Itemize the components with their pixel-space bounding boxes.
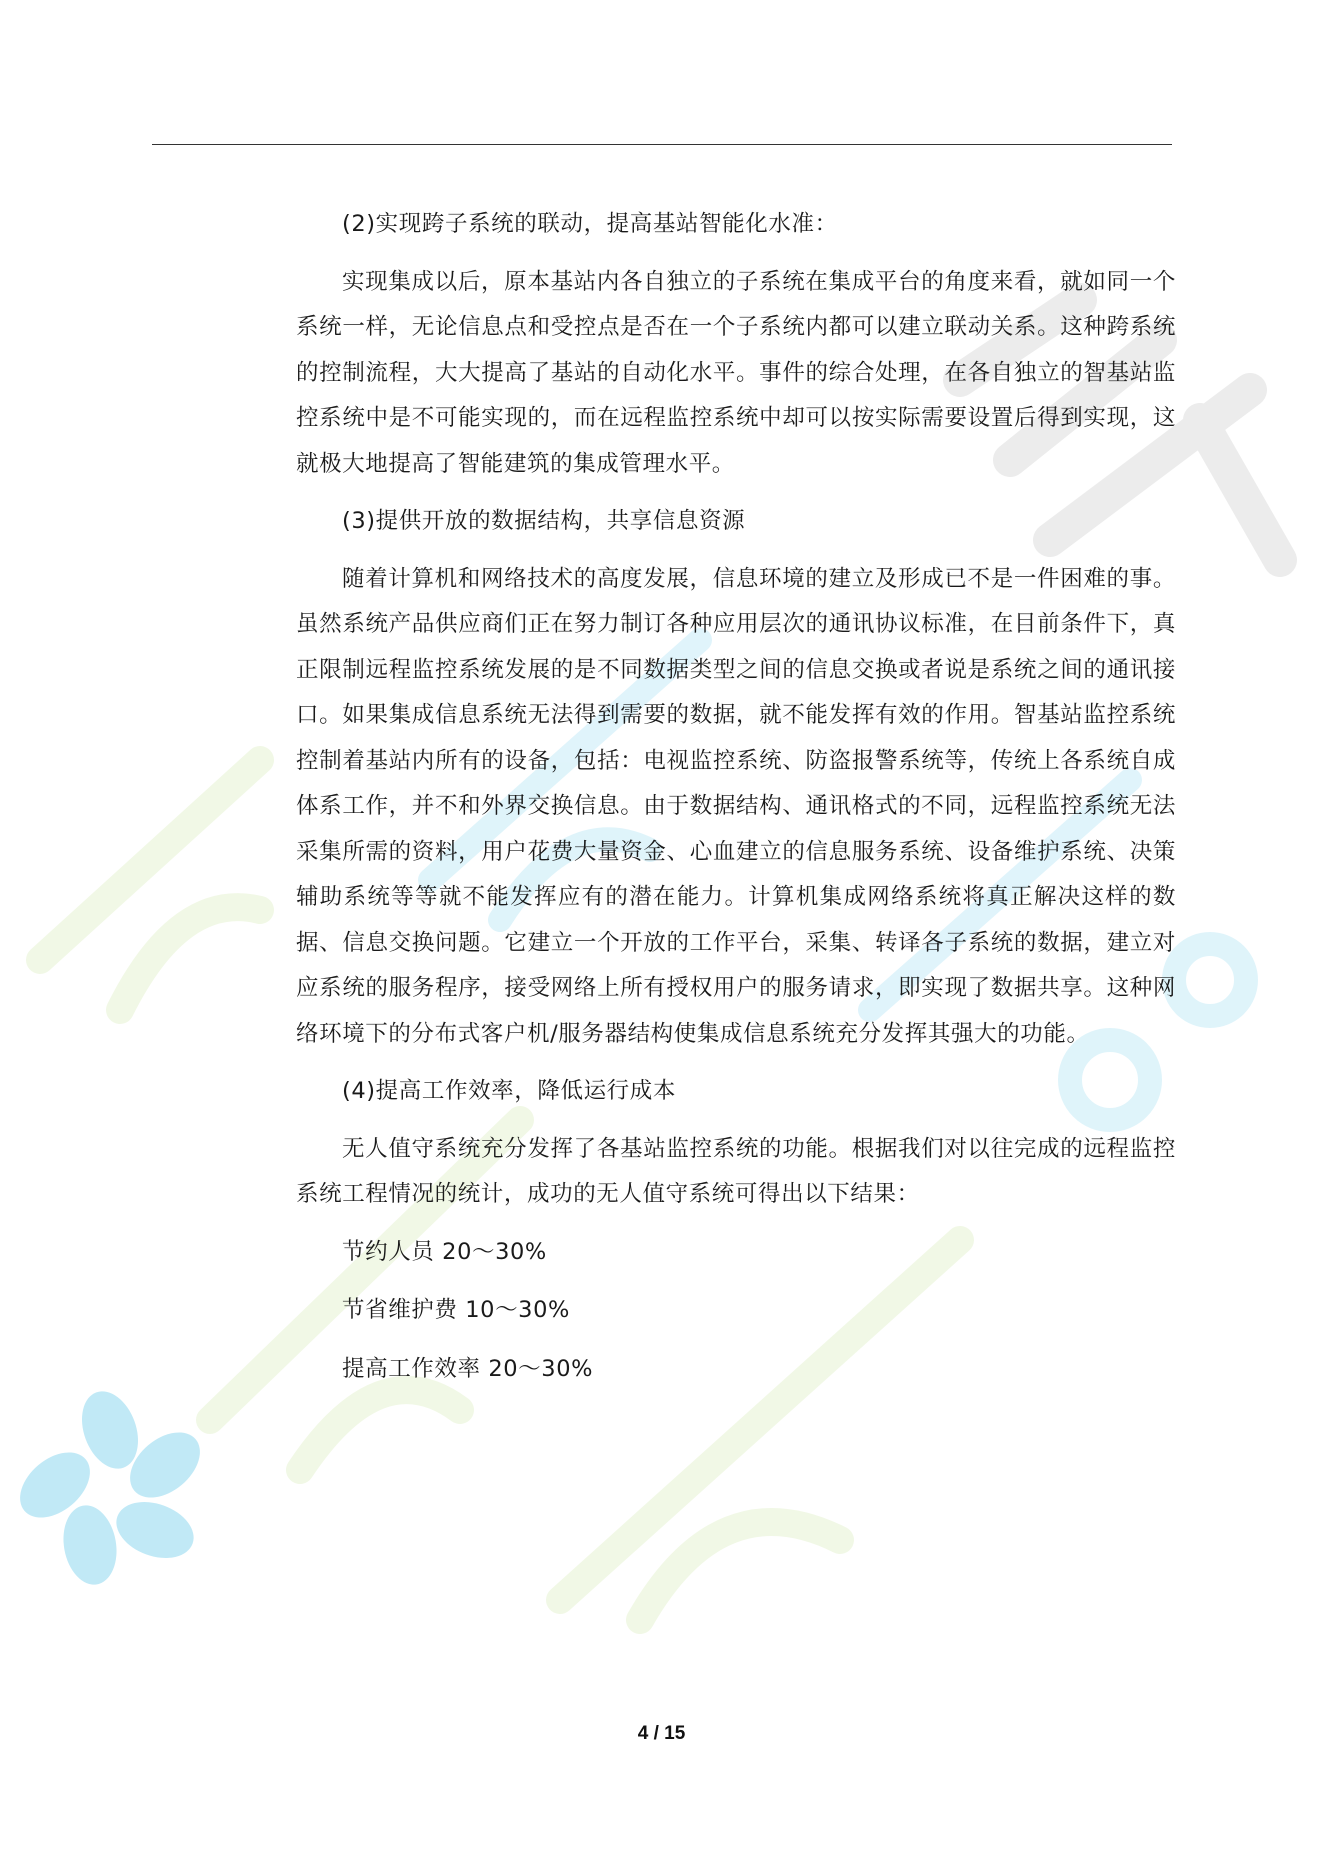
section-paragraph-2: 实现集成以后，原本基站内各自独立的子系统在集成平台的角度来看，就如同一个系统一样，无论信息点和受控点是否在一个子系统内都可以建立联动关系。这种跨系统的控制流程，大大提高了基站的自动化水平。事件的综合处理，在各自独立的智基站监控系统中是不可能实现的，而在远程监控系统中却可以按实际需要设置后得到实现，这就极大地提高了智能建筑的集成管理水平。 [296,268,1176,477]
result-item-staff: 节约人员 20～30% [342,1238,547,1265]
document-body [296,202,1176,1405]
flower-icon [8,1384,213,1589]
section-heading-4: (4)提高工作效率，降低运行成本 [342,1078,676,1104]
result-item-maintenance: 节省维护费 10～30% [342,1297,570,1323]
section-heading-3: (3)提供开放的数据结构，共享信息资源 [342,508,746,534]
section-paragraph-3: 随着计算机和网络技术的高度发展，信息环境的建立及形成已不是一件困难的事。虽然系统产品供应商们正在努力制订各种应用层次的通讯协议标准，在目前条件下，真正限制远程监控系统发展的是不同数据类型之间的信息交换或者说是系统之间的通讯接口。如果集成信息系统无法得到需要的数据，就不能发挥有效的作用。智基站监控系统控制着基站内所有的设备，包括：电视监控系统、防盗报警系统等，传统上各系统自成体系工作，并不和外界交换信息。由于数据结构、通讯格式的不同，远程监控系统无法采集所需的资料，用户花费大量资金、心血建立的信息服务系统、设备维护系统、决策辅助系统等等就不能发挥应有的潜在能力。计算机集成网络系统将真正解决这样的数据、信息交换问题。它建立一个开放的工作平台，采集、转译各子系统的数据，建立对应系统的服务程序，接受网络上所有授权用户的服务请求，即实现了数据共享。这种网络环境下的分布式客户机/服务器结构使集成信息系统充分发挥其强大的功能。 [296,565,1176,1047]
header-divider [152,144,1172,145]
result-item-efficiency: 提高工作效率 20～30% [342,1355,594,1382]
section-paragraph-4: 无人值守系统充分发挥了各基站监控系统的功能。根据我们对以往完成的远程监控系统工程情况的统计，成功的无人值守系统可得出以下结果： [296,1135,1176,1207]
section-heading-2: (2)实现跨子系统的联动，提高基站智能化水准： [342,211,838,237]
page-number: 4 / 15 [637,1723,686,1744]
